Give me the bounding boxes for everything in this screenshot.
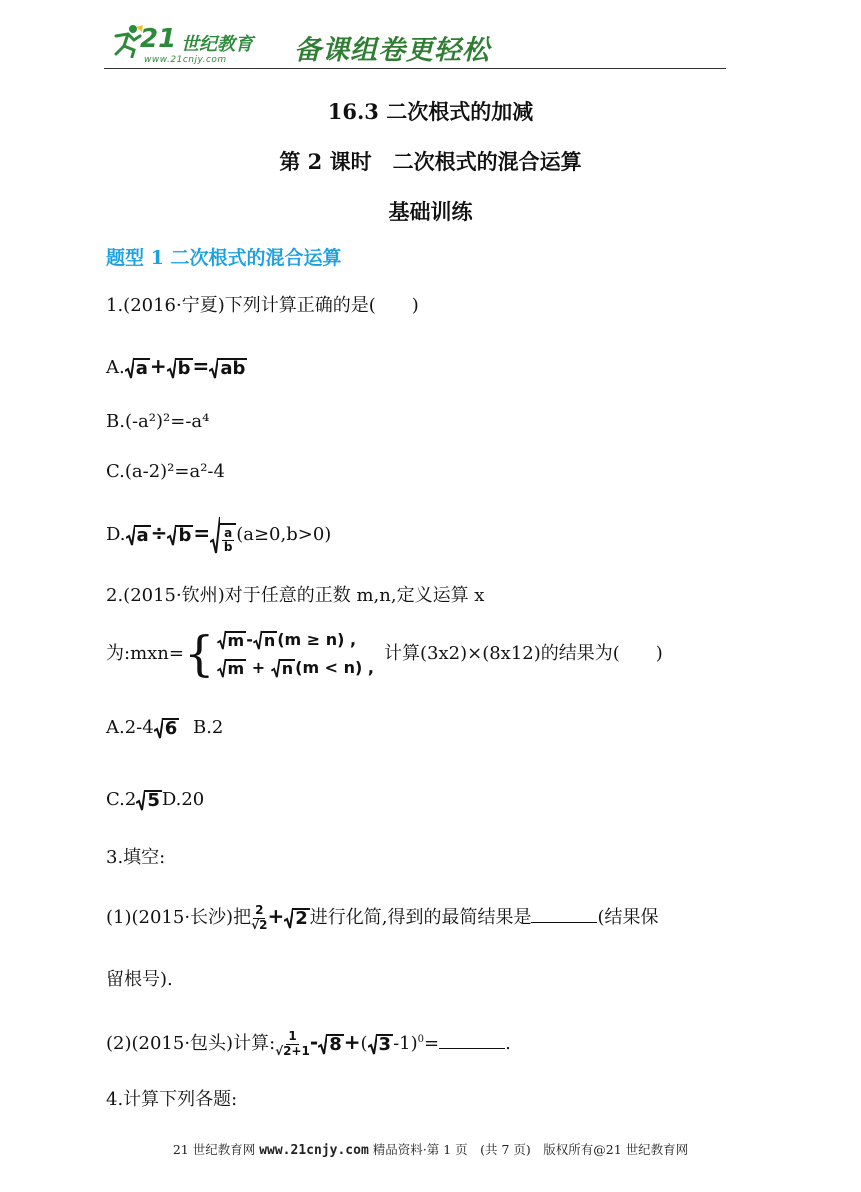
q1-option-d: D. a ÷ b = $\frac{a}{b}$ (a≥0,b>0) (106, 516, 331, 554)
question-2-stem: 2.(2015·钦州)对于任意的正数 m,n,定义运算 x (106, 585, 485, 606)
answer-blank[interactable] (531, 904, 597, 923)
logo-url: www.21cnjy.com (144, 55, 227, 65)
page-footer (0, 1140, 861, 1158)
q3-part-1: (1)(2015·长沙)把 $\frac{2}{√2}$ + 2 进行化简,得到的最简结果是 (结果保 (106, 903, 659, 932)
sqrt-6: 6 (154, 717, 180, 739)
header-divider (104, 68, 726, 69)
piecewise-cases (217, 626, 375, 682)
training-title: 基础训练 (388, 199, 473, 224)
sqrt-5: 5 (136, 789, 162, 811)
lesson-title: 16.3 二次根式的加减 (327, 99, 534, 124)
option-label: A. (106, 357, 125, 378)
case-1: m - n (m ≥ n) , (217, 626, 375, 654)
equals-sign: = (424, 1033, 440, 1054)
option-a-label: A.2-4 (106, 717, 154, 738)
footer-site-name: 21 世纪教育网 (172, 1142, 256, 1157)
sqrt-2: 2 (284, 907, 310, 929)
fraction-2-over-sqrt2: $\frac{2}{√2}$ (251, 903, 268, 932)
logo-text: 世纪教育 (181, 34, 253, 55)
footer-url[interactable]: www.21cnjy.com (259, 1143, 369, 1158)
question-3-stem: 3.填空: (106, 847, 166, 868)
q1-option-a: A. a + b = ab (106, 354, 246, 380)
answer-blank[interactable] (439, 1030, 505, 1049)
part-1-tail: (结果保 (597, 907, 659, 928)
q2-options-cd (106, 786, 204, 814)
q1-option-b: B.(-a²)²=-a⁴ (106, 411, 210, 432)
option-label: D. (106, 524, 126, 545)
definition-tail: 计算(3x2)×(8x12)的结果为( ) (384, 643, 663, 664)
sqrt-3: 3 (368, 1033, 394, 1055)
sqrt-b: b (167, 357, 193, 379)
sqrt-frac-a-b: $\frac{a}{b}$ (210, 516, 236, 554)
fraction-1-over-sqrt2-plus-1: $\frac{1}{√2+1}$ (275, 1029, 310, 1058)
page-header (104, 20, 726, 72)
part-1-middle: 进行化简,得到的最简结果是 (309, 907, 532, 928)
d-condition: (a≥0,b>0) (236, 524, 332, 545)
q3-part-2: (2)(2015·包头)计算: $\frac{1}{√2+1}$ - 8 +( 3 -1)$^0$= . (106, 1029, 511, 1058)
option-c-label: C.2 (106, 789, 137, 810)
sqrt-a: a (126, 524, 151, 546)
q1-option-c: C.(a-2)²=a²-4 (106, 461, 225, 482)
question-1-stem: 1.(2016·宁夏)下列计算正确的是( ) (106, 295, 419, 316)
footer-page-info: 精品资料·第 1 页 (共 7 页) 版权所有@21 世纪教育网 (372, 1142, 689, 1157)
header-slogan: 备课组卷更轻松 (294, 35, 490, 66)
runner-logo-icon (110, 24, 144, 58)
part-2-prefix: (2)(2015·包头)计算: (106, 1033, 276, 1054)
q3-part-1-continued: 留根号). (106, 969, 173, 990)
sqrt-ab: ab (209, 357, 247, 379)
q2-options-ab (106, 714, 223, 742)
option-b-label: B.2 (192, 717, 224, 738)
question-4-stem: 4.计算下列各题: (106, 1089, 238, 1110)
sqrt-b: b (167, 524, 193, 546)
sqrt-8: 8 (318, 1033, 344, 1055)
exponent: 0 (417, 1034, 425, 1045)
left-brace-icon: { (183, 626, 215, 682)
definition-prefix: 为:mxn= (106, 643, 184, 664)
section-heading: 题型 1 二次根式的混合运算 (106, 247, 342, 269)
option-d-label: D.20 (161, 789, 205, 810)
logo-number: 21 (140, 24, 177, 54)
sqrt-a: a (125, 357, 150, 379)
q2-definition (106, 626, 663, 682)
period-title: 第 2 课时 二次根式的混合运算 (279, 149, 582, 174)
case-2: m + n (m < n) , (217, 654, 375, 682)
part-1-prefix: (1)(2015·长沙)把 (106, 907, 252, 928)
period: . (505, 1033, 511, 1054)
